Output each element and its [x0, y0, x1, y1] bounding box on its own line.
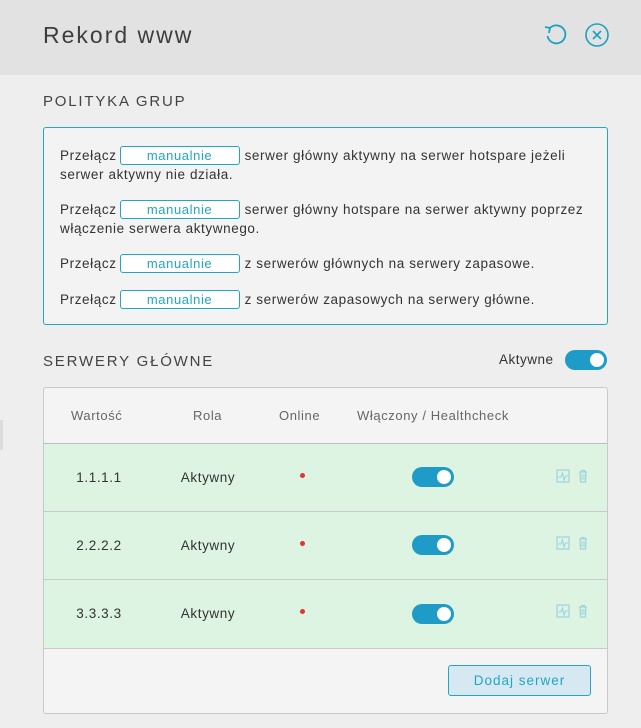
enabled-toggle[interactable]	[412, 604, 454, 624]
policy-line	[60, 200, 590, 238]
server-value: 3.3.3.3	[76, 606, 122, 621]
policy-line	[60, 254, 590, 273]
trash-icon[interactable]	[576, 469, 590, 483]
healthcheck-icon[interactable]	[556, 536, 570, 550]
offline-status-dot	[300, 609, 305, 614]
policy-text: serwer główny hotspare na serwer aktywny poprzez włączenie serwera aktywnego.	[60, 202, 584, 236]
active-toggle[interactable]	[565, 350, 607, 370]
policy-text: z serwerów głównych na serwery zapasowe.	[244, 256, 535, 271]
server-role: Aktywny	[180, 538, 236, 553]
enabled-toggle[interactable]	[412, 467, 454, 487]
table-row	[44, 444, 607, 512]
column-header-online: Online	[279, 408, 321, 423]
column-header-enabled: Włączony / Healthcheck	[357, 408, 509, 423]
server-value: 2.2.2.2	[76, 538, 122, 553]
trash-icon[interactable]	[576, 536, 590, 550]
trash-icon[interactable]	[576, 604, 590, 618]
policy-box	[43, 127, 608, 325]
servers-table	[43, 387, 608, 714]
mode-select[interactable]: manualnie	[120, 200, 240, 219]
policy-text: z serwerów zapasowych na serwery główne.	[244, 292, 535, 307]
mode-select[interactable]: manualnie	[120, 290, 240, 309]
policy-prefix: Przełącz	[60, 256, 117, 271]
policy-text: serwer główny aktywny na serwer hotspare jeżeli serwer aktywny nie działa.	[60, 148, 566, 182]
policy-line	[60, 146, 590, 184]
add-server-button[interactable]: Dodaj serwer	[448, 665, 591, 696]
table-row	[44, 512, 607, 580]
refresh-icon[interactable]	[543, 22, 569, 48]
column-header-value: Wartość	[71, 408, 123, 423]
policy-prefix: Przełącz	[60, 202, 117, 217]
server-role: Aktywny	[180, 606, 236, 621]
table-row	[44, 580, 607, 649]
toggle-knob	[437, 607, 451, 621]
policy-prefix: Przełącz	[60, 148, 117, 163]
policy-line	[60, 290, 590, 309]
table-header	[44, 388, 607, 444]
servers-section-title: SERWERY GŁÓWNE	[43, 353, 215, 370]
server-role: Aktywny	[180, 470, 236, 485]
dialog-title: Rekord www	[43, 22, 194, 48]
close-icon[interactable]	[584, 22, 610, 48]
offline-status-dot	[300, 473, 305, 478]
active-label: Aktywne	[499, 352, 554, 367]
server-value: 1.1.1.1	[76, 470, 122, 485]
column-header-role: Rola	[193, 408, 223, 423]
side-tab	[0, 420, 3, 450]
mode-select[interactable]: manualnie	[120, 146, 240, 165]
offline-status-dot	[300, 541, 305, 546]
dialog-header	[0, 0, 641, 75]
toggle-knob	[437, 538, 451, 552]
healthcheck-icon[interactable]	[556, 604, 570, 618]
healthcheck-icon[interactable]	[556, 469, 570, 483]
enabled-toggle[interactable]	[412, 535, 454, 555]
policy-section-title: POLITYKA GRUP	[43, 93, 187, 110]
toggle-knob	[437, 470, 451, 484]
mode-select[interactable]: manualnie	[120, 254, 240, 273]
toggle-knob	[590, 353, 604, 367]
policy-prefix: Przełącz	[60, 292, 117, 307]
